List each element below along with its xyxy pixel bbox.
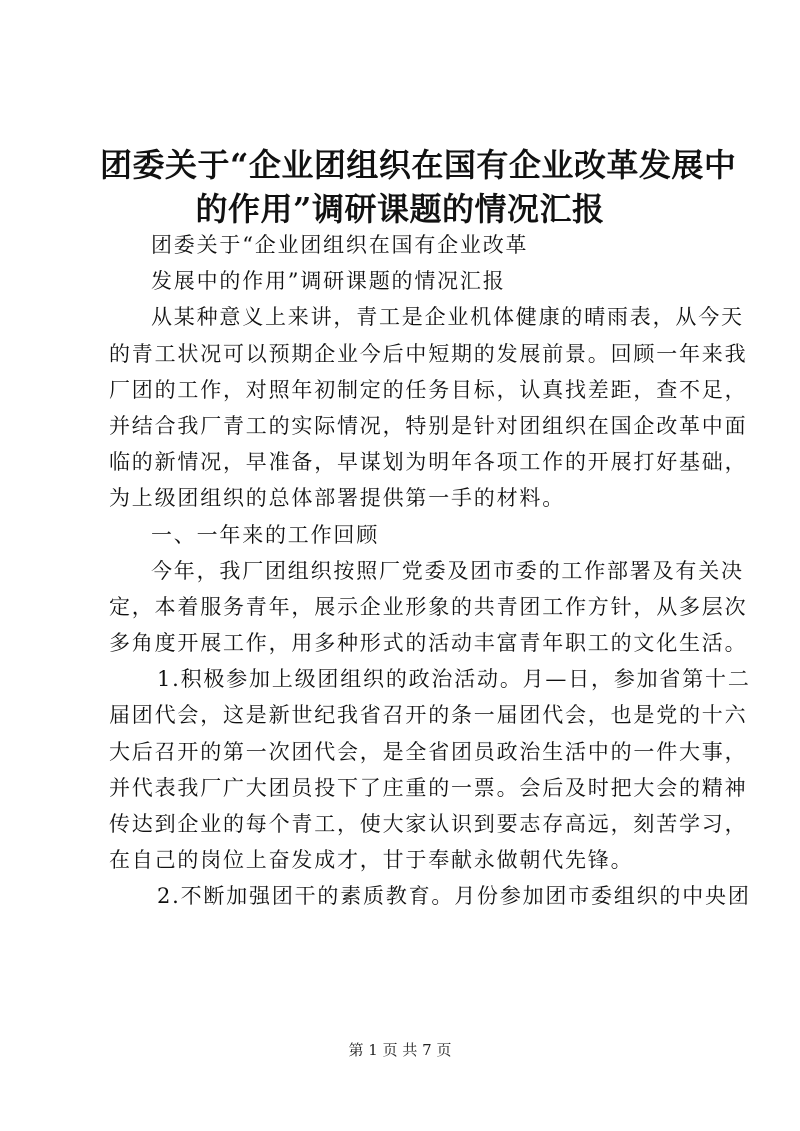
paragraph-line: 2.不断加强团干的素质教育。月份参加团市委组织的中央团 [157, 884, 751, 909]
title-line: 的作用”调研课题的情况汇报 [195, 190, 605, 228]
paragraph-line: 大后召开的第一次团代会，是全省团员政治生活中的一件大事， [109, 739, 748, 764]
page-footer: 第 1 页 共 7 页 [348, 1041, 452, 1059]
section-heading: 一、一年来的工作回顾 [151, 522, 379, 547]
paragraph-line: 厂团的工作，对照年初制定的任务目标，认真找差距，查不足， [109, 377, 748, 402]
document-title [100, 143, 737, 231]
paragraph-line: 多角度开展工作，用多种形式的活动丰富青年职工的文化生活。 [109, 631, 748, 656]
paragraph-line: 的青工状况可以预期企业今后中短期的发展前景。回顾一年来我 [109, 341, 748, 366]
paragraph-line: 今年，我厂团组织按照厂党委及团市委的工作部署及有关决 [151, 558, 744, 583]
paragraph-line: 1.积极参加上级团组织的政治活动。月—日，参加省第十二 [157, 667, 751, 692]
paragraph-line: 届团代会，这是新世纪我省召开的条一届团代会，也是党的十六 [109, 703, 748, 728]
paragraph-line: 并代表我厂广大团员投下了庄重的一票。会后及时把大会的精神 [109, 775, 748, 800]
title-line: 团委关于“企业团组织在国有企业改革发展中 [100, 146, 737, 184]
document-body [109, 227, 751, 915]
paragraph-line: 并结合我厂青工的实际情况，特别是针对团组织在国企改革中面 [109, 413, 748, 438]
paragraph-line: 定，本着服务青年，展示企业形象的共青团工作方针，从多层次 [109, 594, 748, 619]
paragraph-line: 传达到企业的每个青工，使大家认识到要志存高远，刻苦学习， [109, 812, 748, 836]
subtitle-line: 团委关于“企业团组织在国有企业改革 [151, 233, 529, 257]
subtitle-line: 发展中的作用”调研课题的情况汇报 [151, 269, 506, 294]
paragraph-line: 临的新情况，早准备，早谋划为明年各项工作的开展打好基础， [109, 450, 748, 475]
paragraph-line: 从某种意义上来讲，青工是企业机体健康的晴雨表，从今天 [151, 305, 744, 330]
paragraph-line: 为上级团组织的总体部署提供第一手的材料。 [109, 486, 565, 511]
paragraph-line: 在自己的岗位上奋发成才，甘于奉献永做朝代先锋。 [109, 848, 634, 873]
